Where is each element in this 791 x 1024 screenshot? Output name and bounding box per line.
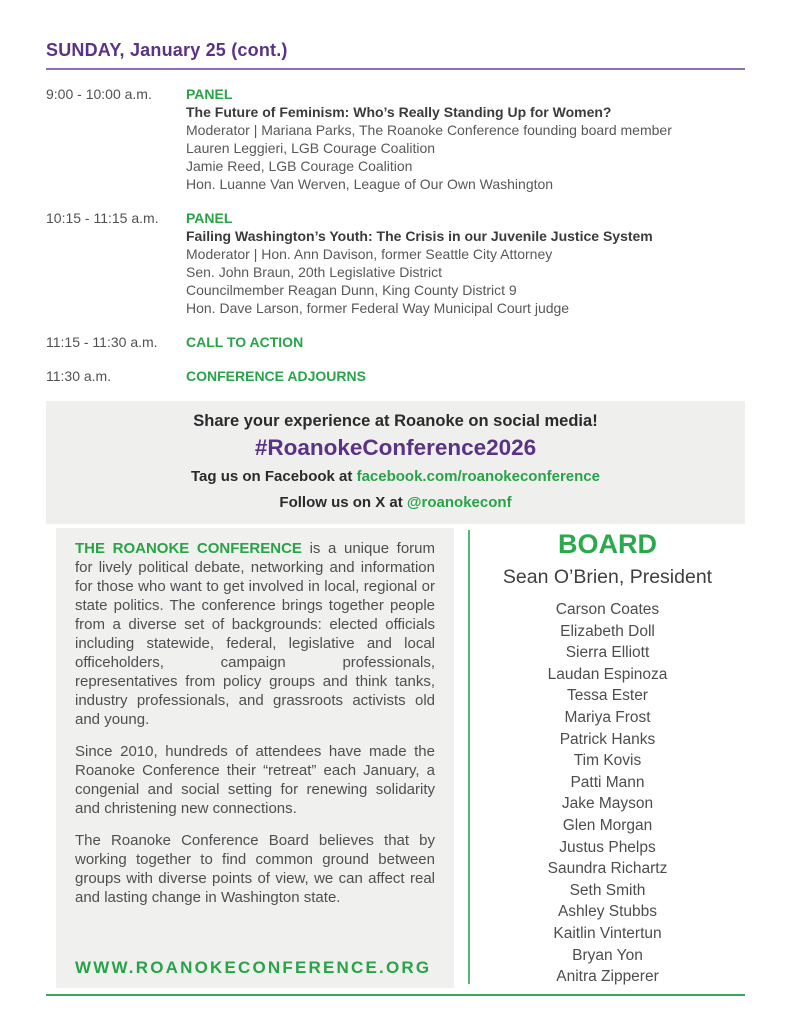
board-member: Glen Morgan — [562, 816, 653, 834]
board-member: Patrick Hanks — [559, 730, 656, 748]
about-paragraph-1 — [75, 539, 435, 729]
about-paragraph-1-text: is a unique forum for lively political debate, networking and information for those who want to get involved in local, regional or state politics. The conference brings together people from a diverse set of backgrounds: elected officials including statewide, federal, legislative and local officeholders, campaign professionals, representatives from policy groups and think tanks, industry professionals, and grassroots activists old and young. — [75, 540, 436, 728]
bottom-columns — [46, 528, 745, 988]
board-member: Jake Mayson — [561, 795, 654, 813]
schedule-session — [46, 367, 745, 385]
board-member: Ashley Stubbs — [557, 903, 658, 921]
session-time: 9:00 - 10:00 a.m. — [46, 86, 152, 102]
session-time: 11:30 a.m. — [46, 368, 112, 384]
facebook-prefix-text: Tag us on Facebook at — [190, 468, 357, 485]
session-speaker-line: Councilmember Reagan Dunn, King County District 9 — [186, 282, 517, 298]
session-speaker-line: Lauren Leggieri, LGB Courage Coalition — [186, 140, 436, 156]
page-title: SUNDAY, January 25 (cont.) — [46, 40, 288, 60]
session-body — [186, 367, 745, 385]
session-category: PANEL — [186, 210, 233, 226]
board-section — [470, 528, 745, 988]
social-hashtag: #RoanokeConference2026 — [254, 435, 537, 460]
website-link[interactable]: WWW.ROANOKECONFERENCE.ORG — [75, 958, 432, 977]
session-speaker-line: Moderator | Mariana Parks, The Roanoke Conference founding board member — [186, 122, 672, 138]
board-member: Mariya Frost — [564, 708, 651, 726]
x-handle-link[interactable]: @roanokeconf — [406, 494, 512, 511]
x-prefix-text: Follow us on X at — [279, 494, 407, 511]
board-member: Seth Smith — [569, 881, 646, 899]
about-lead-text: THE ROANOKE CONFERENCE — [75, 540, 302, 557]
schedule-list — [46, 85, 745, 385]
board-member: Carson Coates — [555, 601, 660, 618]
header-divider — [46, 68, 745, 70]
session-category: PANEL — [186, 86, 233, 102]
session-speaker-line: Hon. Dave Larson, former Federal Way Municipal Court judge — [186, 300, 570, 316]
board-member: Anitra Zipperer — [556, 968, 659, 986]
session-title: Failing Washington’s Youth: The Crisis in our Juvenile Justice System — [186, 228, 653, 244]
about-paragraph-2: Since 2010, hundreds of attendees have made the Roanoke Conference their “retreat” each January, a congenial and social setting for renewing solidarity and christening new connections. — [75, 743, 435, 817]
board-member: Tessa Ester — [567, 687, 648, 705]
session-body — [186, 85, 745, 193]
social-facebook-line — [56, 467, 735, 487]
board-member: Saundra Richartz — [547, 860, 668, 878]
session-title: The Future of Feminism: Who’s Really Standing Up for Women? — [186, 104, 612, 120]
session-category: CONFERENCE ADJOURNS — [186, 368, 366, 384]
board-heading: BOARD — [558, 529, 657, 559]
session-speaker-line: Moderator | Hon. Ann Davison, former Seattle City Attorney — [186, 246, 553, 262]
board-member: Patti Mann — [570, 773, 645, 791]
session-speaker-line: Jamie Reed, LGB Courage Coalition — [186, 158, 413, 174]
board-member: Bryan Yon — [572, 946, 643, 964]
session-time: 10:15 - 11:15 a.m. — [46, 210, 159, 226]
board-member: Kaitlin Vintertun — [553, 924, 662, 942]
social-x-line — [56, 493, 735, 513]
session-speaker-line: Hon. Luanne Van Werven, League of Our Own Washington — [186, 176, 554, 192]
session-time: 11:15 - 11:30 a.m. — [46, 334, 158, 350]
schedule-session — [46, 85, 745, 193]
board-member: Elizabeth Doll — [560, 622, 655, 640]
session-speaker-list — [186, 121, 745, 193]
session-category: CALL TO ACTION — [186, 334, 304, 350]
social-media-box — [46, 401, 745, 524]
session-speaker-list — [186, 245, 745, 317]
board-member-list — [470, 599, 745, 988]
about-paragraph-3: The Roanoke Conference Board believes that by working together to find common ground between groups with diverse points of view, we can affect real and lasting change in Washington state. — [75, 832, 435, 906]
schedule-session — [46, 209, 745, 317]
session-body — [186, 333, 745, 351]
schedule-session — [46, 333, 745, 351]
facebook-link[interactable]: facebook.com/roanokeconference — [356, 468, 600, 485]
session-body — [186, 209, 745, 317]
board-member: Laudan Espinoza — [547, 665, 668, 683]
board-member: Tim Kovis — [573, 752, 642, 770]
board-member: Justus Phelps — [559, 838, 656, 856]
board-member: Sierra Elliott — [565, 644, 650, 662]
about-section — [56, 528, 454, 988]
social-share-text: Share your experience at Roanoke on social media! — [193, 412, 598, 430]
footer-divider — [46, 994, 745, 996]
session-speaker-line: Sen. John Braun, 20th Legislative District — [186, 264, 443, 280]
board-president: Sean O’Brien, President — [502, 566, 713, 588]
